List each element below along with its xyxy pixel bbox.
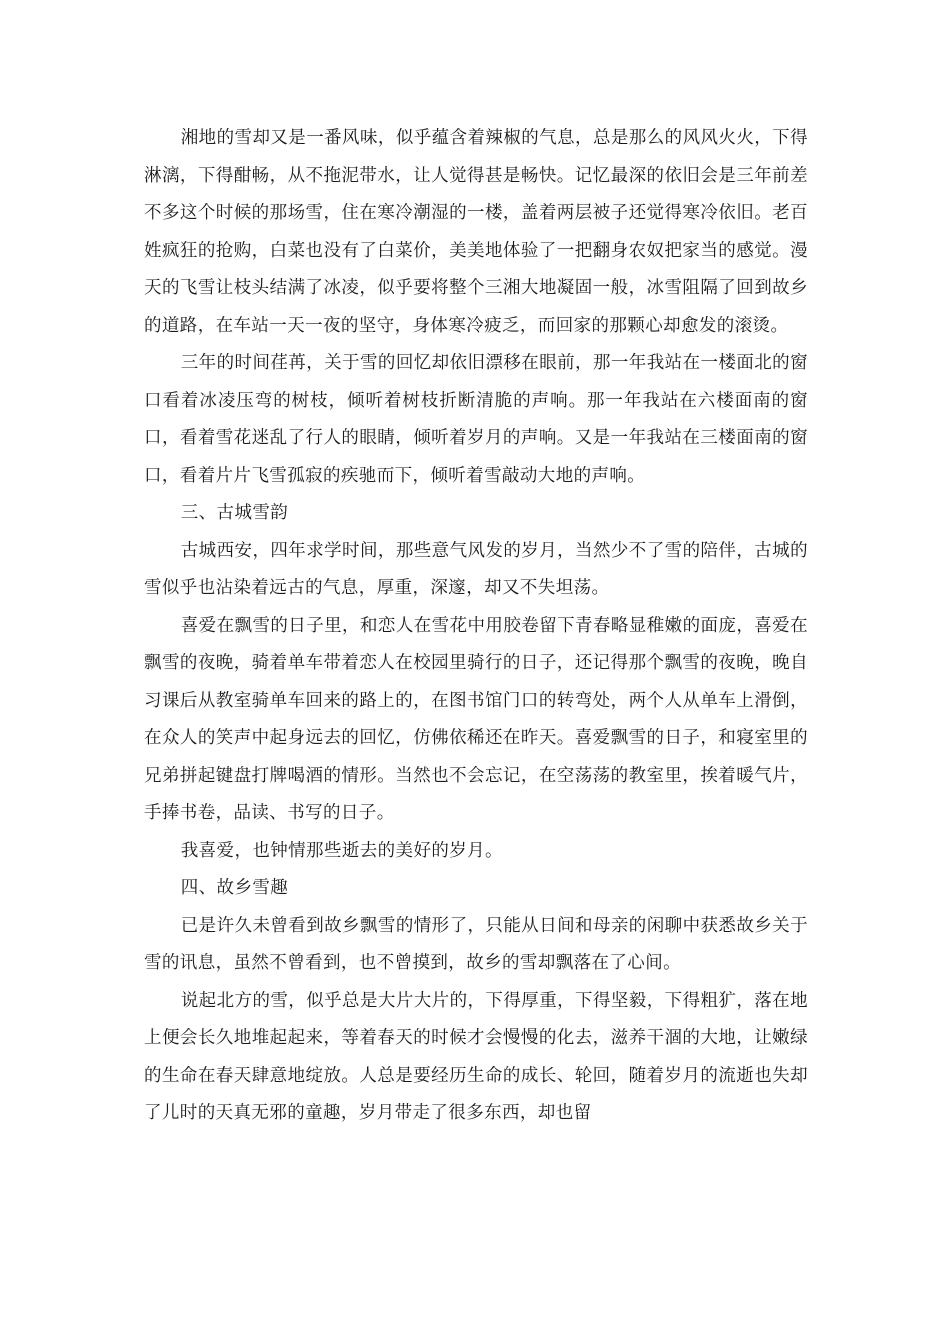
- paragraph-love-snow-days: 喜爱在飘雪的日子里，和恋人在雪花中用胶卷留下青春略显稚嫩的面庞，喜爱在飘雪的夜晚，骑着单车带着恋人在校园里骑行的日子，还记得那个飘雪的夜晚，晚自习课后从教室骑单车回来的路上的，在图书馆门口的转弯处，两个人从单车上滑倒，在众人的笑声中起身远去的回忆，仿佛依稀还在昨天。喜爱飘雪的日子，和寝室里的兄弟拼起键盘打牌喝酒的情形。当然也不会忘记，在空荡荡的教室里，挨着暖气片，手捧书卷，品读、书写的日子。: [144, 615, 808, 823]
- section-heading-hometown: 四、故乡雪趣: [180, 878, 289, 898]
- paragraph-xian: 古城西安，四年求学时间，那些意气风发的岁月，当然少不了雪的陪伴，古城的雪似乎也沾染着远古的气息，厚重，深邃，却又不失坦荡。: [144, 540, 808, 598]
- paragraph-xiang-snow: 湘地的雪却又是一番风味，似乎蕴含着辣椒的气息，总是那么的风风火火，下得淋漓，下得酣畅，从不拖泥带水，让人觉得甚是畅快。记忆最深的依旧会是三年前差不多这个时候的那场雪，住在寒冷潮湿的一楼，盖着两层被子还觉得寒冷依旧。老百姓疯狂的抢购，白菜也没有了白菜价，美美地体验了一把翻身农奴把家当的感觉。漫天的飞雪让枝头结满了冰凌，似乎要将整个三湘大地凝固一般，冰雪阻隔了回到故乡的道路，在车站一天一夜的坚守，身体寒冷疲乏，而回家的那颗心却愈发的滚烫。: [144, 128, 808, 336]
- paragraph-hometown-snow: 已是许久未曾看到故乡飘雪的情形了，只能从日间和母亲的闲聊中获悉故乡关于雪的讯息，虽然不曾看到，也不曾摸到，故乡的雪却飘落在了心间。: [144, 915, 808, 973]
- paragraph-three-years: 三年的时间荏苒，关于雪的回忆却依旧漂移在眼前，那一年我站在一楼面北的窗口看着冰凌压弯的树枝，倾听着树枝折断清脆的声响。那一年我站在六楼面南的窗口，看着雪花迷乱了行人的眼睛，倾听着岁月的声响。又是一年我站在三楼面南的窗口，看着片片飞雪孤寂的疾驰而下，倾听着雪敲动大地的声响。: [144, 353, 808, 486]
- paragraph-cherish-years: 我喜爱，也钟情那些逝去的美好的岁月。: [180, 840, 503, 861]
- paragraph-northern-snow: 说起北方的雪，似乎总是大片大片的，下得厚重，下得坚毅，下得粗犷，落在地上便会长久地堆起起来，等着春天的时候才会慢慢的化去，滋养干涸的大地，让嫩绿的生命在春天肆意地绽放。人总是要经历生命的成长、轮回，随着岁月的流逝也失却了儿时的天真无邪的童趣，岁月带走了很多东西，却也留: [144, 990, 808, 1123]
- document-body: [144, 120, 808, 1133]
- section-heading-ancient-city: 三、古城雪韵: [180, 503, 289, 523]
